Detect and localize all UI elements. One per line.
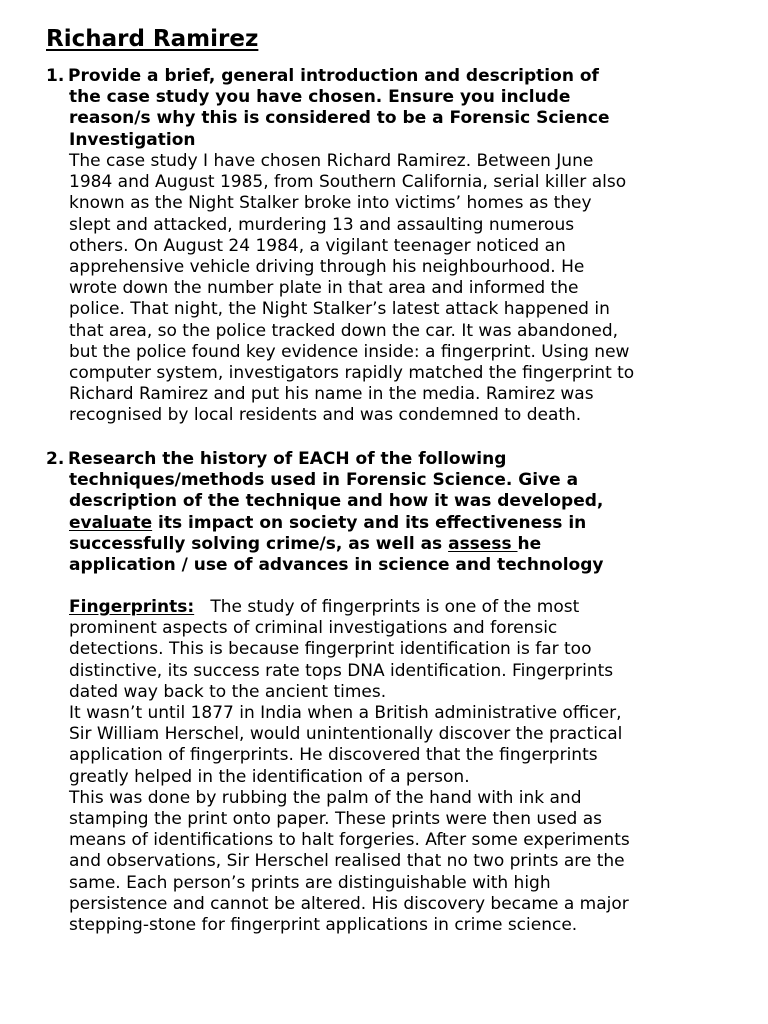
fingerprints-line: This was done by rubbing the palm of the hand with ink and bbox=[69, 787, 582, 808]
question-1-line: the case study you have chosen. Ensure you include bbox=[69, 87, 571, 108]
fingerprints-intro: The study of fingerprints is one of the most bbox=[194, 597, 580, 617]
fingerprints-line: and observations, Sir Herschel realised that no two prints are the bbox=[69, 851, 625, 872]
fingerprints-line: Sir William Herschel, would unintentionally discover the practical bbox=[69, 724, 623, 745]
question-2-line: techniques/methods used in Forensic Science. Give a bbox=[69, 470, 579, 491]
answer-1-line: known as the Night Stalker broke into victims’ homes as they bbox=[69, 193, 592, 214]
answer-1-paragraph bbox=[69, 151, 749, 427]
question-2-line bbox=[46, 534, 746, 555]
question-2-line-pre: successfully solving crime/s, as well as bbox=[69, 533, 449, 554]
fingerprints-line: stepping-stone for fingerprint applications in crime science. bbox=[69, 915, 578, 936]
fingerprints-first-line bbox=[69, 597, 749, 618]
document-title: Richard Ramirez bbox=[46, 26, 259, 52]
fingerprints-paragraph bbox=[69, 597, 749, 936]
fingerprints-line: application of fingerprints. He discovered that the fingerprints bbox=[69, 745, 598, 766]
question-1-number: 1. bbox=[46, 66, 65, 86]
evaluate-emphasis: evaluate bbox=[69, 512, 153, 533]
fingerprints-line: persistence and cannot be altered. His discovery became a major bbox=[69, 893, 629, 914]
fingerprints-heading: Fingerprints: bbox=[69, 597, 195, 617]
answer-1-line: but the police found key evidence inside: a fingerprint. Using new bbox=[69, 341, 630, 362]
question-2-number: 2. bbox=[46, 449, 65, 469]
fingerprints-line: greatly helped in the identification of a person. bbox=[69, 766, 470, 787]
answer-1-line: apprehensive vehicle driving through his neighbourhood. He bbox=[69, 257, 585, 278]
question-2-text bbox=[46, 449, 746, 576]
answer-1-line: Richard Ramirez and put his name in the media. Ramirez was bbox=[69, 384, 594, 405]
answer-1-line: others. On August 24 1984, a vigilant teenager noticed an bbox=[69, 235, 566, 256]
question-1-line: reason/s why this is considered to be a Forensic Science bbox=[69, 108, 610, 129]
answer-1-line: computer system, investigators rapidly matched the fingerprint to bbox=[69, 363, 635, 384]
fingerprints-line: same. Each person’s prints are distinguishable with high bbox=[69, 872, 551, 893]
question-2-line-rest: its impact on society and its effectiveness in bbox=[152, 512, 587, 533]
assess-emphasis: assess bbox=[448, 533, 518, 554]
answer-1-line: recognised by local residents and was condemned to death. bbox=[69, 405, 582, 426]
fingerprints-line: prominent aspects of criminal investigations and forensic bbox=[69, 618, 558, 639]
answer-1-line: The case study I have chosen Richard Ramirez. Between June bbox=[69, 151, 594, 171]
question-1-line: Investigation bbox=[69, 129, 196, 150]
fingerprints-line: It wasn’t until 1877 in India when a British administrative officer, bbox=[69, 703, 622, 724]
question-2-line-post: he bbox=[517, 533, 542, 554]
question-2-line: description of the technique and how it was developed, bbox=[69, 491, 604, 512]
question-1-text bbox=[46, 66, 746, 151]
question-2-line: application / use of advances in science and technology bbox=[69, 555, 604, 576]
question-2-line bbox=[46, 513, 746, 534]
fingerprints-line: stamping the print onto paper. These prints were then used as bbox=[69, 809, 602, 830]
fingerprints-line: dated way back to the ancient times. bbox=[69, 681, 387, 702]
answer-1-line: 1984 and August 1985, from Southern California, serial killer also bbox=[69, 172, 627, 193]
answer-1-line: slept and attacked, murdering 13 and assaulting numerous bbox=[69, 214, 575, 235]
question-1-line: Provide a brief, general introduction and description of bbox=[68, 66, 599, 86]
fingerprints-line: distinctive, its success rate tops DNA identification. Fingerprints bbox=[69, 660, 614, 681]
answer-1-line: that area, so the police tracked down the car. It was abandoned, bbox=[69, 320, 619, 341]
answer-1-line: police. That night, the Night Stalker’s latest attack happened in bbox=[69, 299, 610, 320]
answer-1-line: wrote down the number plate in that area and informed the bbox=[69, 278, 579, 299]
fingerprints-line: detections. This is because fingerprint identification is far too bbox=[69, 639, 592, 660]
question-2-line: Research the history of EACH of the following bbox=[68, 449, 507, 469]
fingerprints-line: means of identifications to halt forgeries. After some experiments bbox=[69, 830, 630, 851]
